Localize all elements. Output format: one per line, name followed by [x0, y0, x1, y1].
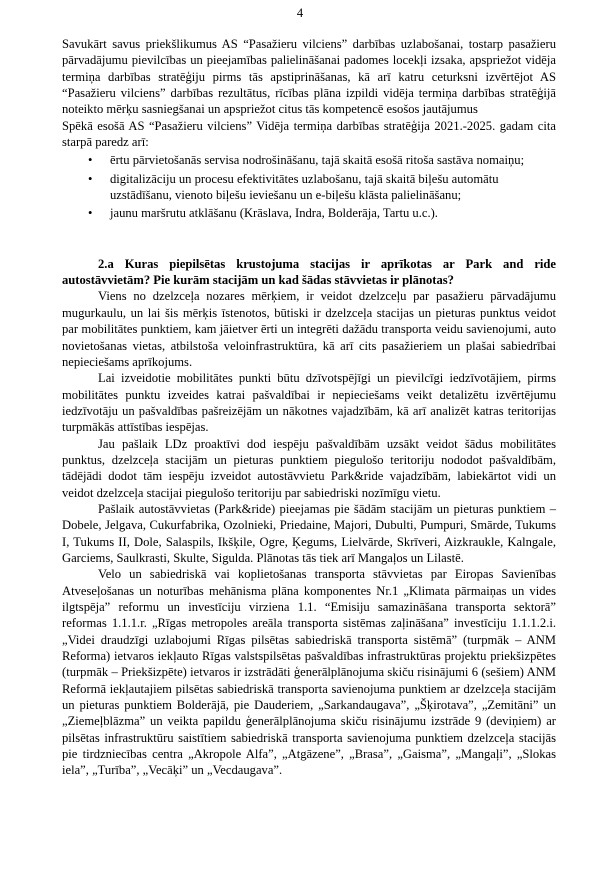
section-paragraph: Pašlaik autostāvvietas (Park&ride) pieejamas pie šādām stacijām un pieturas punktiem – Dobele, Jelgava, Cukurfabrika, Ozolnieki, Priedaine, Majori, Dubulti, Pumpuri, Smārde, Tukums I, Tukums II, Dole, Salaspils, Ikšķile, Ogre, Ķegums, Lielvārde, Skrīveri, Aizkraukle, Kalngale, Garciems, Saulkrasti, Skulte, Sigulda. Plānotas tās tiek arī Mangaļos un Lilastē. — [62, 501, 556, 565]
section-paragraph: Viens no dzelzceļa nozares mērķiem, ir veidot dzelzceļu par pasažieru pārvadājumu mugurkaulu, un lai šis mērķis īstenotos, būtiski ir dzelzceļa stacijas un pieturas punktus veidot par mobilitātes punktiem, kam jāietver ērti un integrēti dažādu transporta veidu savienojumi, auto novietošanas vietas, atbilstoša veloinfrastruktūra, kā arī cits pasažieriem un plašai sabiedrībai nepieciešams aprīkojums. — [62, 289, 556, 369]
bullet-icon: • — [88, 206, 93, 221]
page-body — [62, 36, 556, 779]
list-item — [62, 152, 556, 168]
strategy-bullet-list — [62, 152, 556, 221]
intro-paragraph-2: Spēkā esošā AS “Pasažieru vilciens” Vidēja termiņa darbības stratēģija 2021.-2025. gadam cita starpā paredz arī: — [62, 118, 556, 150]
bullet-icon: • — [88, 171, 93, 186]
section-paragraph: Lai izveidotie mobilitātes punkti būtu dzīvotspējīgi un pievilcīgi iedzīvotājiem, pirms mobilitātes punktu izveides katrai pašvaldībai ir nepieciešams veikt detalizētu izvērtējumu iedzīvotāju un pašvaldības pašreizējām un nākotnes vajadzībām, kā arī analizēt katras teritorijas turpmākās attīstības iespējas. — [62, 371, 556, 435]
list-item — [62, 171, 556, 204]
list-item — [62, 205, 556, 221]
section-heading: 2.a Kuras piepilsētas krustojuma stacijas ir aprīkotas ar Park and ride autostāvvietām? Pie kurām stacijām un kad šādas stāvvietas ir plānotas? — [62, 256, 556, 288]
list-item-text: digitalizāciju un procesu efektivitātes uzlabošanu, tajā skaitā biļešu automātu uzstādīšanu, vienoto biļešu ieviešanu un e-biļešu klāsta palielināšanu; — [110, 171, 499, 203]
bullet-icon: • — [88, 153, 93, 168]
list-item-text: jaunu maršrutu atklāšanu (Krāslava, Indra, Bolderāja, Tartu u.c.). — [110, 206, 438, 221]
list-item-text: ērtu pārvietošanās servisa nodrošināšanu, tajā skaitā esošā ritoša sastāva nomaiņu; — [110, 153, 525, 168]
page-number: 4 — [296, 6, 304, 20]
section-paragraph: Jau pašlaik LDz proaktīvi dod iespēju pašvaldībām uzsākt veidot šādus mobilitātes punktus, dzelzceļa stacijām un pieturas punktiem piegulošo teritoriju nododot pašvaldībām, tādējādi dodot tām iespēju izveidot autostāvvietu Park&ride vajadzībām, labiekārtot vidi un veidot dzelzceļa stacijai piegulošo teritoriju par sabiedriski nozīmīgu vietu. — [62, 436, 556, 500]
section-paragraph: Velo un sabiedriskā vai koplietošanas transporta stāvvietas par Eiropas Savienības Atveseļošanas un noturības mehānisma plāna komponentes Nr.1 „Klimata pārmaiņas un vides ilgtspēja” reformu un investīciju virziena 1.1. “Emisiju samazināšana transporta sektorā” reformas 1.1.1.r. „Rīgas metropoles areāla transporta sistēmas zaļināšana” investīciju 1.1.1.2.i. „Videi draudzīgi uzlabojumi Rīgas pilsētas sabiedriskā transporta sistēmā” (turpmāk – ANM Reforma) ietvaros iekļauto Rīgas valstspilsētas pašvaldības infrastruktūras projektu priekšizpētes (turpmāk – Priekšizpēte) ietvaros ir izstrādāti ģenerālplānojuma skiču risinājumi 6 (sešiem) ANM Reformā iekļautajiem pilsētas sabiedriskā transporta savienojuma punktiem ar dzelzceļa stacijām un pieturas punktiem Bolderājā, pie Dauderiem, „Sarkandaugava”, „Šķirotava”, „Zemitāni” un „Ziemeļblāzma” un veikta papildu ģenerālplānojuma skiču risinājumu izstrāde 9 (deviņiem) ar pilsētas infrastruktūru saistītiem sabiedriskā transporta savienojuma punktiem dzelzceļa stacijās pie tirdzniecības centra „Akropole Alfa”, „Atgāzene”, „Brasa”, „Gaisma”, „Mangaļi”, „Slokas iela”, „Turība”, „Vecāķi” un „Vecdaugava”. — [62, 567, 556, 778]
intro-paragraph-1: Savukārt savus priekšlikumus AS “Pasažieru vilciens” darbības uzlabošanai, tostarp pasažieru pārvadājumu pievilcības un pieejamības palielināšanai padomes locekļi izsaka, apspriežot vidēja termiņa darbības stratēģiju pirms tās apstiprināšanas, kā arī katru ceturksni izvērtējot AS “Pasažieru vilciens” darbības rezultātus, rīcības plāna izpildi vidēja termiņa darbības stratēģijā noteikto mērķu sasniegšanai un apspriežot citus tās kompetencē esošos jautājumus — [62, 37, 556, 117]
section-spacer — [62, 224, 556, 256]
